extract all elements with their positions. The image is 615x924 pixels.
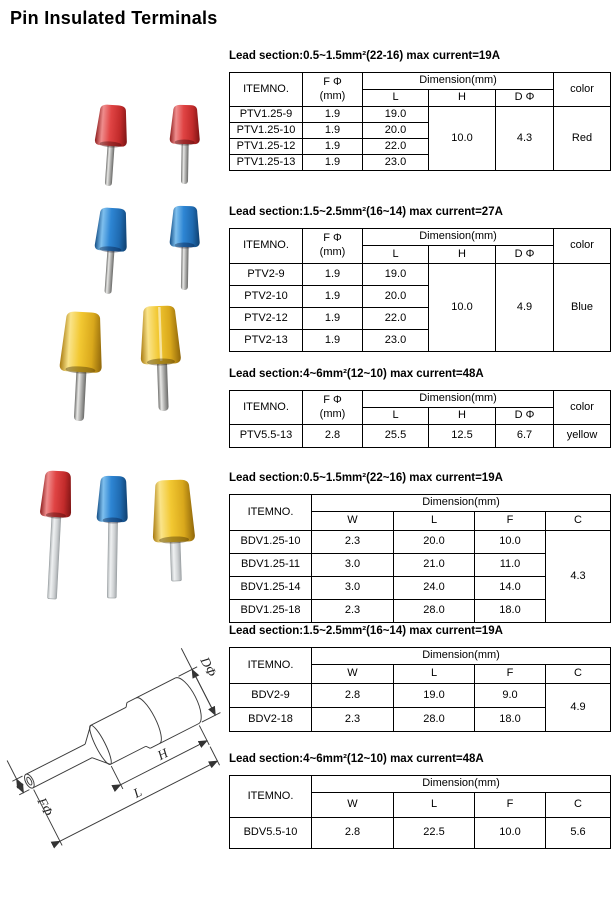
cell-f: 1.9 <box>303 123 363 139</box>
cell-w: 2.3 <box>312 708 394 732</box>
col-header-dimension: Dimension(mm) <box>363 73 554 90</box>
col-header-d-phi: D Φ <box>496 408 554 425</box>
diagram-label-d-phi: DΦ <box>197 654 220 679</box>
spec-table-bdv-3 <box>229 775 611 849</box>
col-header-l: L <box>363 246 429 264</box>
col-header-color: color <box>554 73 611 107</box>
cell-l: 20.0 <box>363 123 429 139</box>
cell-item: BDV1.25-10 <box>230 531 312 554</box>
col-header-h: H <box>429 90 496 107</box>
section-heading: Lead section:4~6mm²(12~10) max current=48A <box>229 368 484 380</box>
spec-table-bdv-1 <box>229 494 611 623</box>
section-ptv-2 <box>229 206 613 352</box>
spec-table-ptv-1 <box>229 72 611 171</box>
cell-h: 10.0 <box>429 264 496 352</box>
cell-f: 1.9 <box>303 264 363 286</box>
section-bdv-3 <box>229 753 613 849</box>
col-header-l: L <box>394 793 475 818</box>
cell-w: 3.0 <box>312 577 394 600</box>
photo-blue-pin-terminals <box>86 201 218 306</box>
cell-f: 1.9 <box>303 330 363 352</box>
diagram-label-h: H <box>154 745 171 763</box>
cell-item: BDV1.25-14 <box>230 577 312 600</box>
cell-item: PTV1.25-13 <box>230 155 303 171</box>
spec-table-ptv-2 <box>229 228 611 352</box>
photo-blade-terminals <box>33 466 205 606</box>
spec-table-bdv-2 <box>229 647 611 732</box>
cell-l: 19.0 <box>363 107 429 123</box>
col-header-l: L <box>363 90 429 107</box>
section-bdv-2 <box>229 625 613 732</box>
cell-l: 20.0 <box>363 286 429 308</box>
blue-pin-terminal-2 <box>169 206 200 291</box>
cell-h: 12.5 <box>429 425 496 448</box>
col-header-dimension: Dimension(mm) <box>312 776 611 793</box>
f-phi-unit: (mm) <box>319 89 346 102</box>
cell-l: 22.0 <box>363 139 429 155</box>
col-header-d-phi: D Φ <box>496 246 554 264</box>
cell-d-phi: 4.3 <box>496 107 554 171</box>
section-ptv-1 <box>229 50 613 171</box>
section-heading: Lead section:1.5~2.5mm²(16~14) max current=19A <box>229 625 503 637</box>
dimension-diagram <box>4 640 229 855</box>
f-phi-unit: (mm) <box>319 246 346 258</box>
diagram-label-l: L <box>130 784 145 801</box>
diagram-label-f-phi: FΦ <box>34 795 57 819</box>
cell-f: 1.9 <box>303 107 363 123</box>
yellow-pin-terminal-1 <box>57 311 105 422</box>
cell-item: BDV2-9 <box>230 684 312 708</box>
cell-c: 4.9 <box>546 684 611 732</box>
section-bdv-1 <box>229 472 613 623</box>
col-header-h: H <box>429 246 496 264</box>
cell-l: 28.0 <box>394 600 475 623</box>
f-phi-unit: (mm) <box>319 407 346 420</box>
col-header-f-phi <box>303 229 363 264</box>
cell-l: 28.0 <box>394 708 475 732</box>
col-header-h: H <box>429 408 496 425</box>
col-header-w: W <box>312 512 394 531</box>
cell-item: BDV2-18 <box>230 708 312 732</box>
col-header-d-phi: D Φ <box>496 90 554 107</box>
col-header-dimension: Dimension(mm) <box>363 391 554 408</box>
cell-d-phi: 4.9 <box>496 264 554 352</box>
section-heading: Lead section:0.5~1.5mm²(22~16) max current=19A <box>229 472 503 484</box>
cell-f: 18.0 <box>475 708 546 732</box>
blue-blade-terminal <box>95 476 128 599</box>
cell-f: 1.9 <box>303 139 363 155</box>
cell-l: 22.5 <box>394 818 475 849</box>
cell-item: BDV1.25-18 <box>230 600 312 623</box>
cell-l: 20.0 <box>394 531 475 554</box>
f-phi-label: F Φ <box>323 75 342 88</box>
cell-l: 24.0 <box>394 577 475 600</box>
cell-item: PTV1.25-9 <box>230 107 303 123</box>
cell-f: 1.9 <box>303 155 363 171</box>
yellow-pin-terminal-2 <box>139 305 183 411</box>
col-header-itemno: ITEMNO. <box>230 776 312 818</box>
cell-item: PTV2-10 <box>230 286 303 308</box>
section-heading: Lead section:1.5~2.5mm²(16~14) max current=27A <box>229 206 503 218</box>
col-header-f-phi <box>303 391 363 425</box>
section-heading: Lead section:0.5~1.5mm²(22-16) max current=19A <box>229 50 501 62</box>
col-header-f-phi <box>303 73 363 107</box>
col-header-c: C <box>546 793 611 818</box>
cell-color: Blue <box>554 264 611 352</box>
cell-l: 23.0 <box>363 330 429 352</box>
cell-f: 1.9 <box>303 286 363 308</box>
cell-h: 10.0 <box>429 107 496 171</box>
section-ptv-3 <box>229 368 613 448</box>
col-header-l: L <box>363 408 429 425</box>
page-title: Pin Insulated Terminals <box>10 8 218 28</box>
cell-c: 4.3 <box>546 531 611 623</box>
col-header-dimension: Dimension(mm) <box>363 229 554 246</box>
cell-f: 14.0 <box>475 577 546 600</box>
cell-color: yellow <box>554 425 611 448</box>
col-header-itemno: ITEMNO. <box>230 73 303 107</box>
col-header-itemno: ITEMNO. <box>230 229 303 264</box>
photo-red-pin-terminals <box>86 98 218 198</box>
cell-f: 18.0 <box>475 600 546 623</box>
cell-l: 21.0 <box>394 554 475 577</box>
cell-f: 11.0 <box>475 554 546 577</box>
cell-color: Red <box>554 107 611 171</box>
cell-l: 22.0 <box>363 308 429 330</box>
cell-f: 1.9 <box>303 308 363 330</box>
cell-w: 2.3 <box>312 531 394 554</box>
col-header-l: L <box>394 512 475 531</box>
yellow-blade-terminal <box>151 479 196 581</box>
cell-f: 2.8 <box>303 425 363 448</box>
cell-c: 5.6 <box>546 818 611 849</box>
cell-item: PTV1.25-10 <box>230 123 303 139</box>
cell-item: PTV5.5-13 <box>230 425 303 448</box>
col-header-dimension: Dimension(mm) <box>312 495 611 512</box>
section-heading: Lead section:4~6mm²(12~10) max current=48A <box>229 753 484 765</box>
photo-yellow-pin-terminals <box>53 303 195 431</box>
cell-f: 10.0 <box>475 531 546 554</box>
col-header-dimension: Dimension(mm) <box>312 648 611 665</box>
cell-item: PTV2-12 <box>230 308 303 330</box>
col-header-f: F <box>475 793 546 818</box>
red-pin-terminal-1 <box>92 104 130 187</box>
col-header-f: F <box>475 512 546 531</box>
col-header-w: W <box>312 665 394 684</box>
cell-l: 23.0 <box>363 155 429 171</box>
spec-table-ptv-3 <box>229 390 611 448</box>
cell-item: BDV1.25-11 <box>230 554 312 577</box>
cell-item: PTV2-9 <box>230 264 303 286</box>
cell-l: 19.0 <box>394 684 475 708</box>
cell-l: 19.0 <box>363 264 429 286</box>
cell-f: 9.0 <box>475 684 546 708</box>
cell-w: 2.3 <box>312 600 394 623</box>
cell-item: PTV1.25-12 <box>230 139 303 155</box>
col-header-itemno: ITEMNO. <box>230 495 312 531</box>
f-phi-label: F Φ <box>323 232 342 245</box>
col-header-itemno: ITEMNO. <box>230 648 312 684</box>
cell-w: 3.0 <box>312 554 394 577</box>
col-header-c: C <box>546 665 611 684</box>
cell-w: 2.8 <box>312 684 394 708</box>
cell-item: PTV2-13 <box>230 330 303 352</box>
cell-l: 25.5 <box>363 425 429 448</box>
col-header-color: color <box>554 391 611 425</box>
red-blade-terminal <box>36 470 74 599</box>
cell-d-phi: 6.7 <box>496 425 554 448</box>
f-phi-label: F Φ <box>323 393 342 406</box>
blue-pin-terminal-1 <box>91 207 129 295</box>
red-pin-terminal-2 <box>169 105 200 185</box>
col-header-l: L <box>394 665 475 684</box>
col-header-w: W <box>312 793 394 818</box>
col-header-c: C <box>546 512 611 531</box>
col-header-color: color <box>554 229 611 264</box>
cell-f: 10.0 <box>475 818 546 849</box>
cell-w: 2.8 <box>312 818 394 849</box>
cell-item: BDV5.5-10 <box>230 818 312 849</box>
col-header-itemno: ITEMNO. <box>230 391 303 425</box>
col-header-f: F <box>475 665 546 684</box>
